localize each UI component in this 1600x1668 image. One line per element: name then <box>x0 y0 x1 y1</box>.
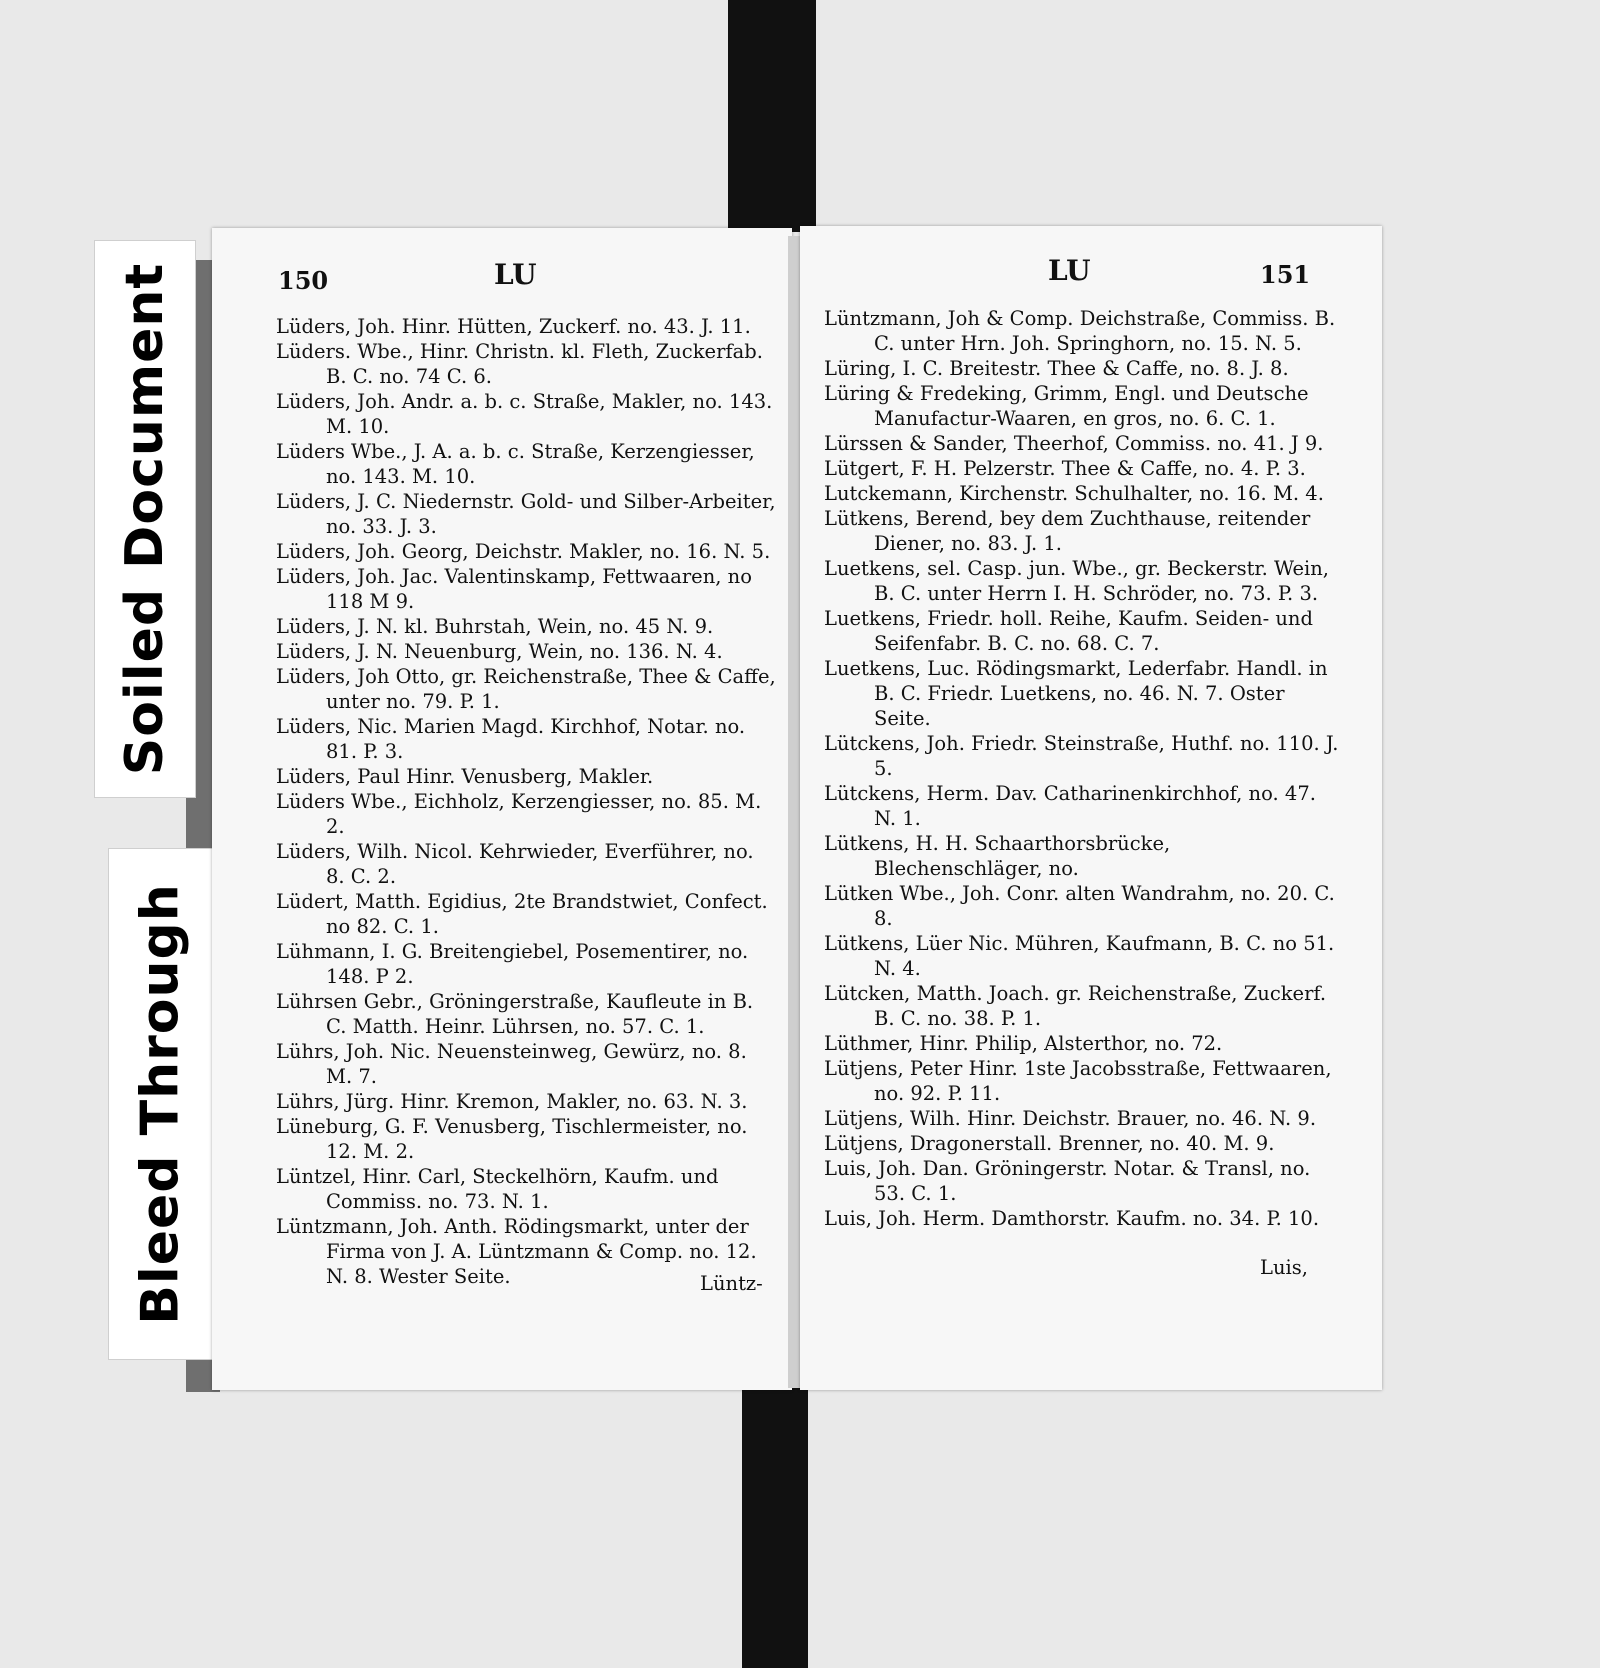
right-page <box>800 226 1382 1390</box>
left-page-number: 150 <box>278 266 329 295</box>
directory-entry: Lüders, Joh. Andr. a. b. c. Straße, Makler, no. 143. M. 10. <box>276 390 773 438</box>
directory-entry: Lührsen Gebr., Gröningerstraße, Kaufleute in B. C. Matth. Heinr. Lührsen, no. 57. C. 1. <box>276 990 754 1038</box>
right-running-head: LU <box>1048 254 1091 287</box>
soiled-document-label <box>94 240 196 798</box>
directory-entry: Lüders, J. N. kl. Buhrstah, Wein, no. 45 N. 9. <box>276 615 714 638</box>
directory-entry: Lüders, Wilh. Nicol. Kehrwieder, Everführer, no. 8. C. 2. <box>276 840 754 888</box>
directory-entry: Lütckens, Joh. Friedr. Steinstraße, Huthf. no. 110. J. 5. <box>824 732 1339 780</box>
directory-entry: Lüders Wbe., Eichholz, Kerzengiesser, no. 85. M. 2. <box>276 790 762 838</box>
binding-strap-bottom <box>742 1386 808 1668</box>
directory-entry: Lüntzel, Hinr. Carl, Steckelhörn, Kaufm. und Commiss. no. 73. N. 1. <box>276 1165 719 1213</box>
directory-entry: Luetkens, sel. Casp. jun. Wbe., gr. Beckerstr. Wein, B. C. unter Herrn I. H. Schröder, no. 73. P. 3. <box>824 557 1329 605</box>
directory-entry: Lührs, Jürg. Hinr. Kremon, Makler, no. 63. N. 3. <box>276 1090 748 1113</box>
directory-entry: Lütjens, Wilh. Hinr. Deichstr. Brauer, no. 46. N. 9. <box>824 1107 1317 1130</box>
bleed-through-label-text: Bleed Through <box>131 883 192 1325</box>
directory-entry: Lütkens, H. H. Schaarthorsbrücke, Blechenschläger, no. <box>824 832 1171 880</box>
directory-entry: Lüdert, Matth. Egidius, 2te Brandstwiet, Confect. no 82. C. 1. <box>276 890 768 938</box>
directory-entry: Lürssen & Sander, Theerhof, Commiss. no. 41. J 9. <box>824 432 1324 455</box>
directory-entry: Lüders, Joh. Jac. Valentinskamp, Fettwaaren, no 118 M 9. <box>276 565 752 613</box>
directory-entry: Lührs, Joh. Nic. Neuensteinweg, Gewürz, no. 8. M. 7. <box>276 1040 747 1088</box>
directory-entry: Luis, Joh. Herm. Damthorstr. Kaufm. no. 34. P. 10. <box>824 1207 1320 1230</box>
directory-entry: Lütcken, Matth. Joach. gr. Reichenstraße, Zuckerf. B. C. no. 38. P. 1. <box>824 982 1327 1030</box>
directory-entry: Lüneburg, G. F. Venusberg, Tischlermeister, no. 12. M. 2. <box>276 1115 748 1163</box>
directory-entry: Luis, Joh. Dan. Gröningerstr. Notar. & Transl, no. 53. C. 1. <box>824 1157 1311 1205</box>
directory-entry: Lüders. Wbe., Hinr. Christn. kl. Fleth, Zuckerfab. B. C. no. 74 C. 6. <box>276 340 763 388</box>
directory-entry: Lüring & Fredeking, Grimm, Engl. und Deutsche Manufactur-Waaren, en gros, no. 6. C. 1. <box>824 382 1309 430</box>
directory-entry: Lutckemann, Kirchenstr. Schulhalter, no. 16. M. 4. <box>824 482 1324 505</box>
directory-entry: Lüntzmann, Joh & Comp. Deichstraße, Commiss. B. C. unter Hrn. Joh. Springhorn, no. 15. N. 5. <box>824 307 1336 355</box>
directory-entry: Lütkens, Berend, bey dem Zuchthause, reitender Diener, no. 83. J. 1. <box>824 507 1311 555</box>
directory-entry: Lüders, Joh. Georg, Deichstr. Makler, no. 16. N. 5. <box>276 540 771 563</box>
directory-entry: Lütkens, Lüer Nic. Mühren, Kaufmann, B. C. no 51. N. 4. <box>824 932 1335 980</box>
right-entry-list <box>824 306 1340 1231</box>
directory-entry: Lütjens, Dragonerstall. Brenner, no. 40. M. 9. <box>824 1132 1275 1155</box>
bleed-through-label <box>108 848 214 1360</box>
directory-entry: Lüthmer, Hinr. Philip, Alsterthor, no. 72. <box>824 1032 1223 1055</box>
directory-entry: Lüders, Paul Hinr. Venusberg, Makler. <box>276 765 654 788</box>
left-catchword: Lüntz- <box>700 1272 763 1295</box>
directory-entry: Lüntzmann, Joh. Anth. Rödingsmarkt, unter der Firma von J. A. Lüntzmann & Comp. no. 12. N. 8. Wester Seite. <box>276 1215 757 1288</box>
directory-entry: Lüring, I. C. Breitestr. Thee & Caffe, no. 8. J. 8. <box>824 357 1289 380</box>
directory-entry: Lütjens, Peter Hinr. 1ste Jacobsstraße, Fettwaaren, no. 92. P. 11. <box>824 1057 1332 1105</box>
directory-entry: Luetkens, Luc. Rödingsmarkt, Lederfabr. Handl. in B. C. Friedr. Luetkens, no. 46. N. 7. Oster Seite. <box>824 657 1328 730</box>
directory-entry: Lütgert, F. H. Pelzerstr. Thee & Caffe, no. 4. P. 3. <box>824 457 1306 480</box>
right-catchword: Luis, <box>1260 1256 1308 1279</box>
left-entry-list <box>276 314 776 1289</box>
directory-entry: Lüders, J. C. Niedernstr. Gold- und Silber-Arbeiter, no. 33. J. 3. <box>276 490 776 538</box>
soiled-document-label-text: Soiled Document <box>115 262 176 776</box>
left-page <box>212 228 792 1390</box>
directory-entry: Lühmann, I. G. Breitengiebel, Posementirer, no. 148. P 2. <box>276 940 749 988</box>
right-page-number: 151 <box>1260 260 1311 289</box>
binding-strap-top <box>728 0 816 232</box>
directory-entry: Lüders, Joh Otto, gr. Reichenstraße, Thee & Caffe, unter no. 79. P. 1. <box>276 665 776 713</box>
directory-entry: Lüders Wbe., J. A. a. b. c. Straße, Kerzengiesser, no. 143. M. 10. <box>276 440 755 488</box>
directory-entry: Luetkens, Friedr. holl. Reihe, Kaufm. Seiden- und Seifenfabr. B. C. no. 68. C. 7. <box>824 607 1313 655</box>
directory-entry: Lüders, Nic. Marien Magd. Kirchhof, Notar. no. 81. P. 3. <box>276 715 746 763</box>
directory-entry: Lütckens, Herm. Dav. Catharinenkirchhof, no. 47. N. 1. <box>824 782 1316 830</box>
left-running-head: LU <box>494 258 537 291</box>
directory-entry: Lüders, Joh. Hinr. Hütten, Zuckerf. no. 43. J. 11. <box>276 315 751 338</box>
directory-entry: Lüders, J. N. Neuenburg, Wein, no. 136. N. 4. <box>276 640 723 663</box>
directory-entry: Lütken Wbe., Joh. Conr. alten Wandrahm, no. 20. C. 8. <box>824 882 1335 930</box>
